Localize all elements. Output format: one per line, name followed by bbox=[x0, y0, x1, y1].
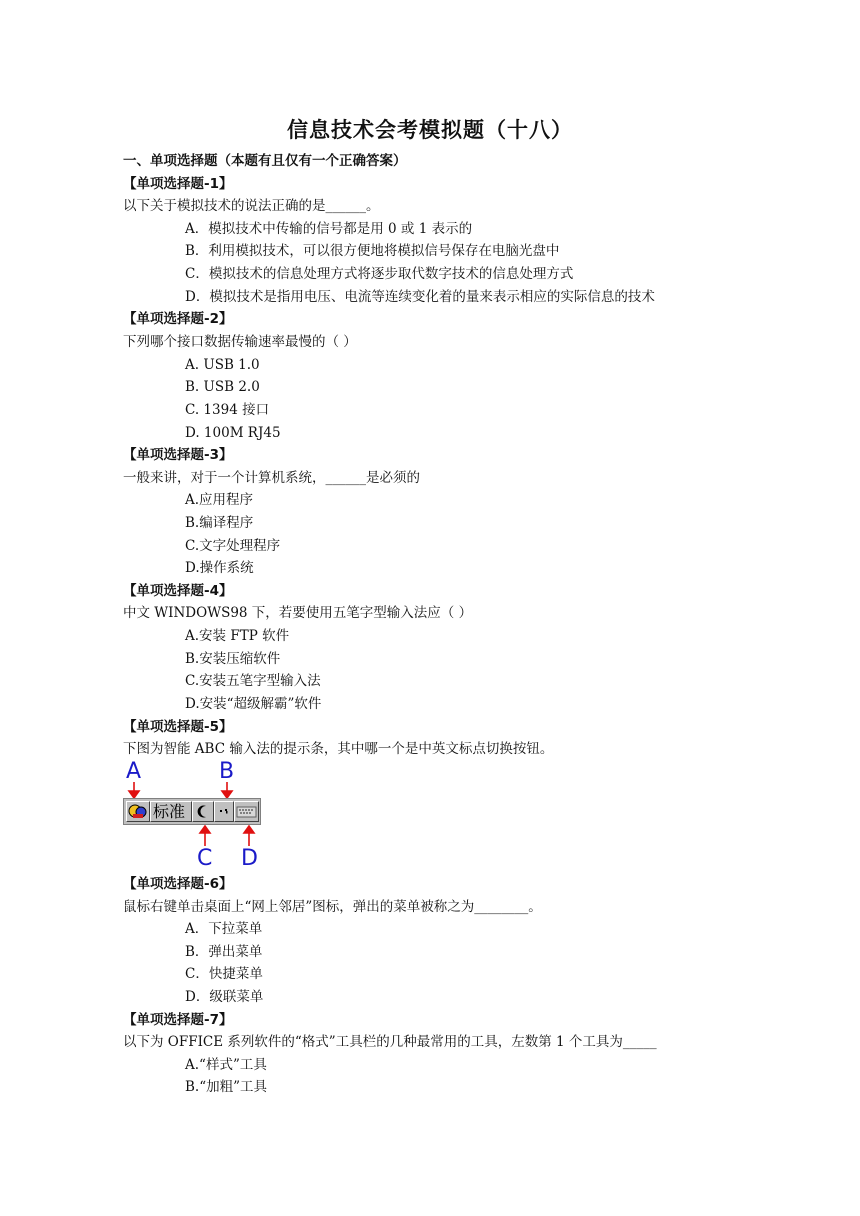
option: A.应用程序 bbox=[185, 492, 254, 508]
arrowhead-c-icon bbox=[200, 826, 210, 833]
option: D．级联菜单 bbox=[185, 989, 264, 1005]
ime-switch-icon bbox=[126, 801, 150, 822]
label-b: B bbox=[219, 759, 235, 784]
question-header: 【单项选择题-1】 bbox=[123, 176, 233, 192]
question-header: 【单项选择题-6】 bbox=[123, 876, 233, 892]
option: C．快捷菜单 bbox=[185, 966, 263, 982]
option: A. USB 1.0 bbox=[185, 357, 260, 373]
option: A．模拟技术中传输的信号都是用 0 或 1 表示的 bbox=[185, 221, 473, 237]
question-stem: 一般来讲，对于一个计算机系统，______是必须的 bbox=[123, 470, 420, 486]
option: B．弹出菜单 bbox=[185, 944, 263, 960]
page-title: 信息技术会考模拟题（十八） bbox=[287, 118, 573, 142]
label-a: A bbox=[126, 759, 142, 784]
option: D.操作系统 bbox=[185, 560, 254, 576]
question-stem: 下列哪个接口数据传输速率最慢的（ ） bbox=[123, 334, 357, 350]
option: B.安装压缩软件 bbox=[185, 651, 281, 667]
option: C. 1394 接口 bbox=[185, 402, 270, 418]
option: B．利用模拟技术，可以很方便地将模拟信号保存在电脑光盘中 bbox=[185, 243, 560, 259]
section-heading: 一、单项选择题（本题有且仅有一个正确答案） bbox=[123, 153, 407, 169]
soft-keyboard-icon bbox=[234, 801, 259, 822]
option: B. USB 2.0 bbox=[185, 379, 260, 395]
option: D. 100M RJ45 bbox=[185, 425, 281, 441]
ime-mode-label: 标准 bbox=[150, 801, 192, 822]
option: C.文字处理程序 bbox=[185, 538, 281, 554]
option: B.编译程序 bbox=[185, 515, 254, 531]
ime-status-bar bbox=[123, 798, 261, 825]
option: D．模拟技术是指用电压、电流等连续变化着的量来表示相应的实际信息的技术 bbox=[185, 289, 655, 305]
option: D.安装“超级解霸”软件 bbox=[185, 696, 322, 712]
option: B.“加粗”工具 bbox=[185, 1079, 268, 1095]
question-stem: 以下为 OFFICE 系列软件的“格式”工具栏的几种最常用的工具，左数第 1 个工具为_____ bbox=[123, 1034, 657, 1050]
question-header: 【单项选择题-2】 bbox=[123, 311, 233, 327]
punctuation-toggle-icon bbox=[214, 801, 234, 822]
question-stem: 下图为智能 ABC 输入法的提示条，其中哪一个是中英文标点切换按钮。 bbox=[123, 741, 554, 757]
question-header: 【单项选择题-3】 bbox=[123, 447, 233, 463]
question-header: 【单项选择题-4】 bbox=[123, 583, 233, 599]
option: C.安装五笔字型输入法 bbox=[185, 673, 321, 689]
question-stem: 鼠标右键单击桌面上“网上邻居”图标，弹出的菜单被称之为________。 bbox=[123, 899, 542, 915]
arrowhead-d-icon bbox=[244, 826, 254, 833]
arrowhead-a-icon bbox=[129, 791, 139, 798]
question-header: 【单项选择题-7】 bbox=[123, 1012, 233, 1028]
half-full-width-icon bbox=[192, 801, 214, 822]
option: C．模拟技术的信息处理方式将逐步取代数字技术的信息处理方式 bbox=[185, 266, 574, 282]
question-header: 【单项选择题-5】 bbox=[123, 719, 233, 735]
label-c: C bbox=[197, 846, 213, 871]
option: A.“样式”工具 bbox=[185, 1057, 267, 1073]
option: A.安装 FTP 软件 bbox=[185, 628, 290, 644]
label-d: D bbox=[241, 846, 258, 871]
option: A．下拉菜单 bbox=[185, 921, 263, 937]
arrowhead-b-icon bbox=[222, 791, 232, 798]
question-stem: 以下关于模拟技术的说法正确的是______。 bbox=[123, 198, 380, 214]
question-stem: 中文 WINDOWS98 下，若要使用五笔字型输入法应（ ） bbox=[123, 605, 473, 621]
